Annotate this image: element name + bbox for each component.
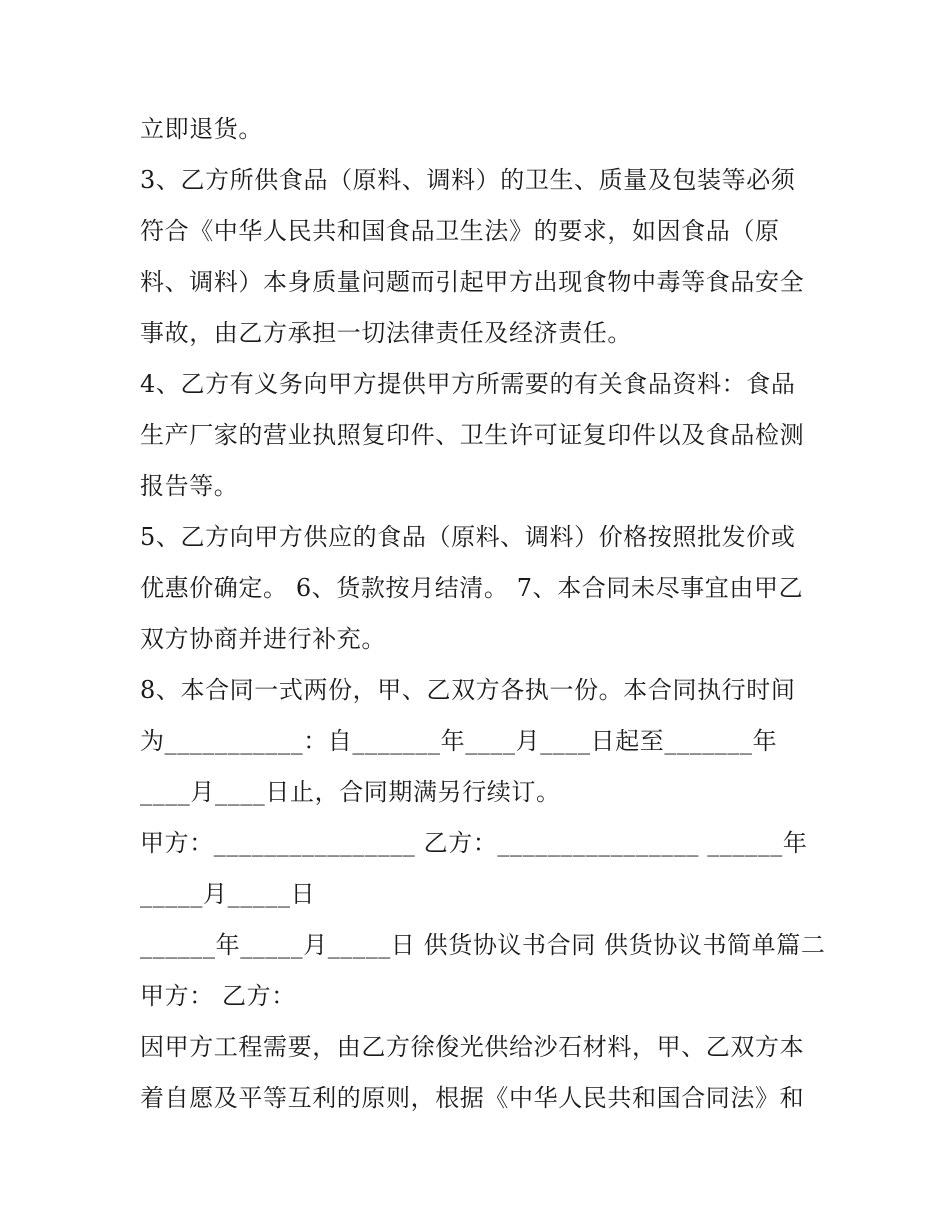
- text-line: 双方协商并进行补充。: [140, 625, 386, 653]
- text-line: 符合《中华人民共和国食品卫生法》的要求，如因食品（原: [140, 217, 780, 245]
- text-line: 8、本合同一式两份，甲、乙双方各执一份。本合同执行时间: [140, 676, 796, 704]
- text-line: 生产厂家的营业执照复印件、卫生许可证复印件以及食品检测: [140, 421, 805, 449]
- text-line: ____月____日止，合同期满另行续订。: [140, 778, 561, 806]
- text-line: 事故，由乙方承担一切法律责任及经济责任。: [140, 319, 632, 347]
- text-line: 报告等。: [140, 472, 239, 500]
- contract-body: [140, 104, 830, 1124]
- text-line: _____月_____日: [140, 880, 316, 908]
- text-line: 料、调料）本身质量问题而引起甲方出现食物中毒等食品安全: [140, 268, 805, 296]
- text-line: 立即退货。: [140, 115, 263, 143]
- text-line: 5、乙方向甲方供应的食品（原料、调料）价格按照批发价或: [140, 523, 796, 551]
- text-line: 为___________：自_______年____月____日起至_______年: [140, 727, 778, 755]
- text-line: 着自愿及平等互利的原则，根据《中华人民共和国合同法》和: [140, 1084, 805, 1112]
- text-line: 因甲方工程需要，由乙方徐俊光供给沙石材料，甲、乙双方本: [140, 1033, 805, 1061]
- text-line: 4、乙方有义务向甲方提供甲方所需要的有关食品资料：食品: [140, 370, 796, 398]
- text-line: 甲方： 乙方：: [140, 982, 296, 1010]
- text-line: ______年_____月_____日 供货协议书合同 供货协议书简单篇二: [140, 931, 826, 959]
- text-line: 3、乙方所供食品（原料、调料）的卫生、质量及包装等必须: [140, 166, 796, 194]
- text-line: 甲方：________________ 乙方：________________ ______年: [140, 829, 808, 857]
- text-line: 优惠价确定。 6、货款按月结清。 7、本合同未尽事宜由甲乙: [140, 574, 804, 602]
